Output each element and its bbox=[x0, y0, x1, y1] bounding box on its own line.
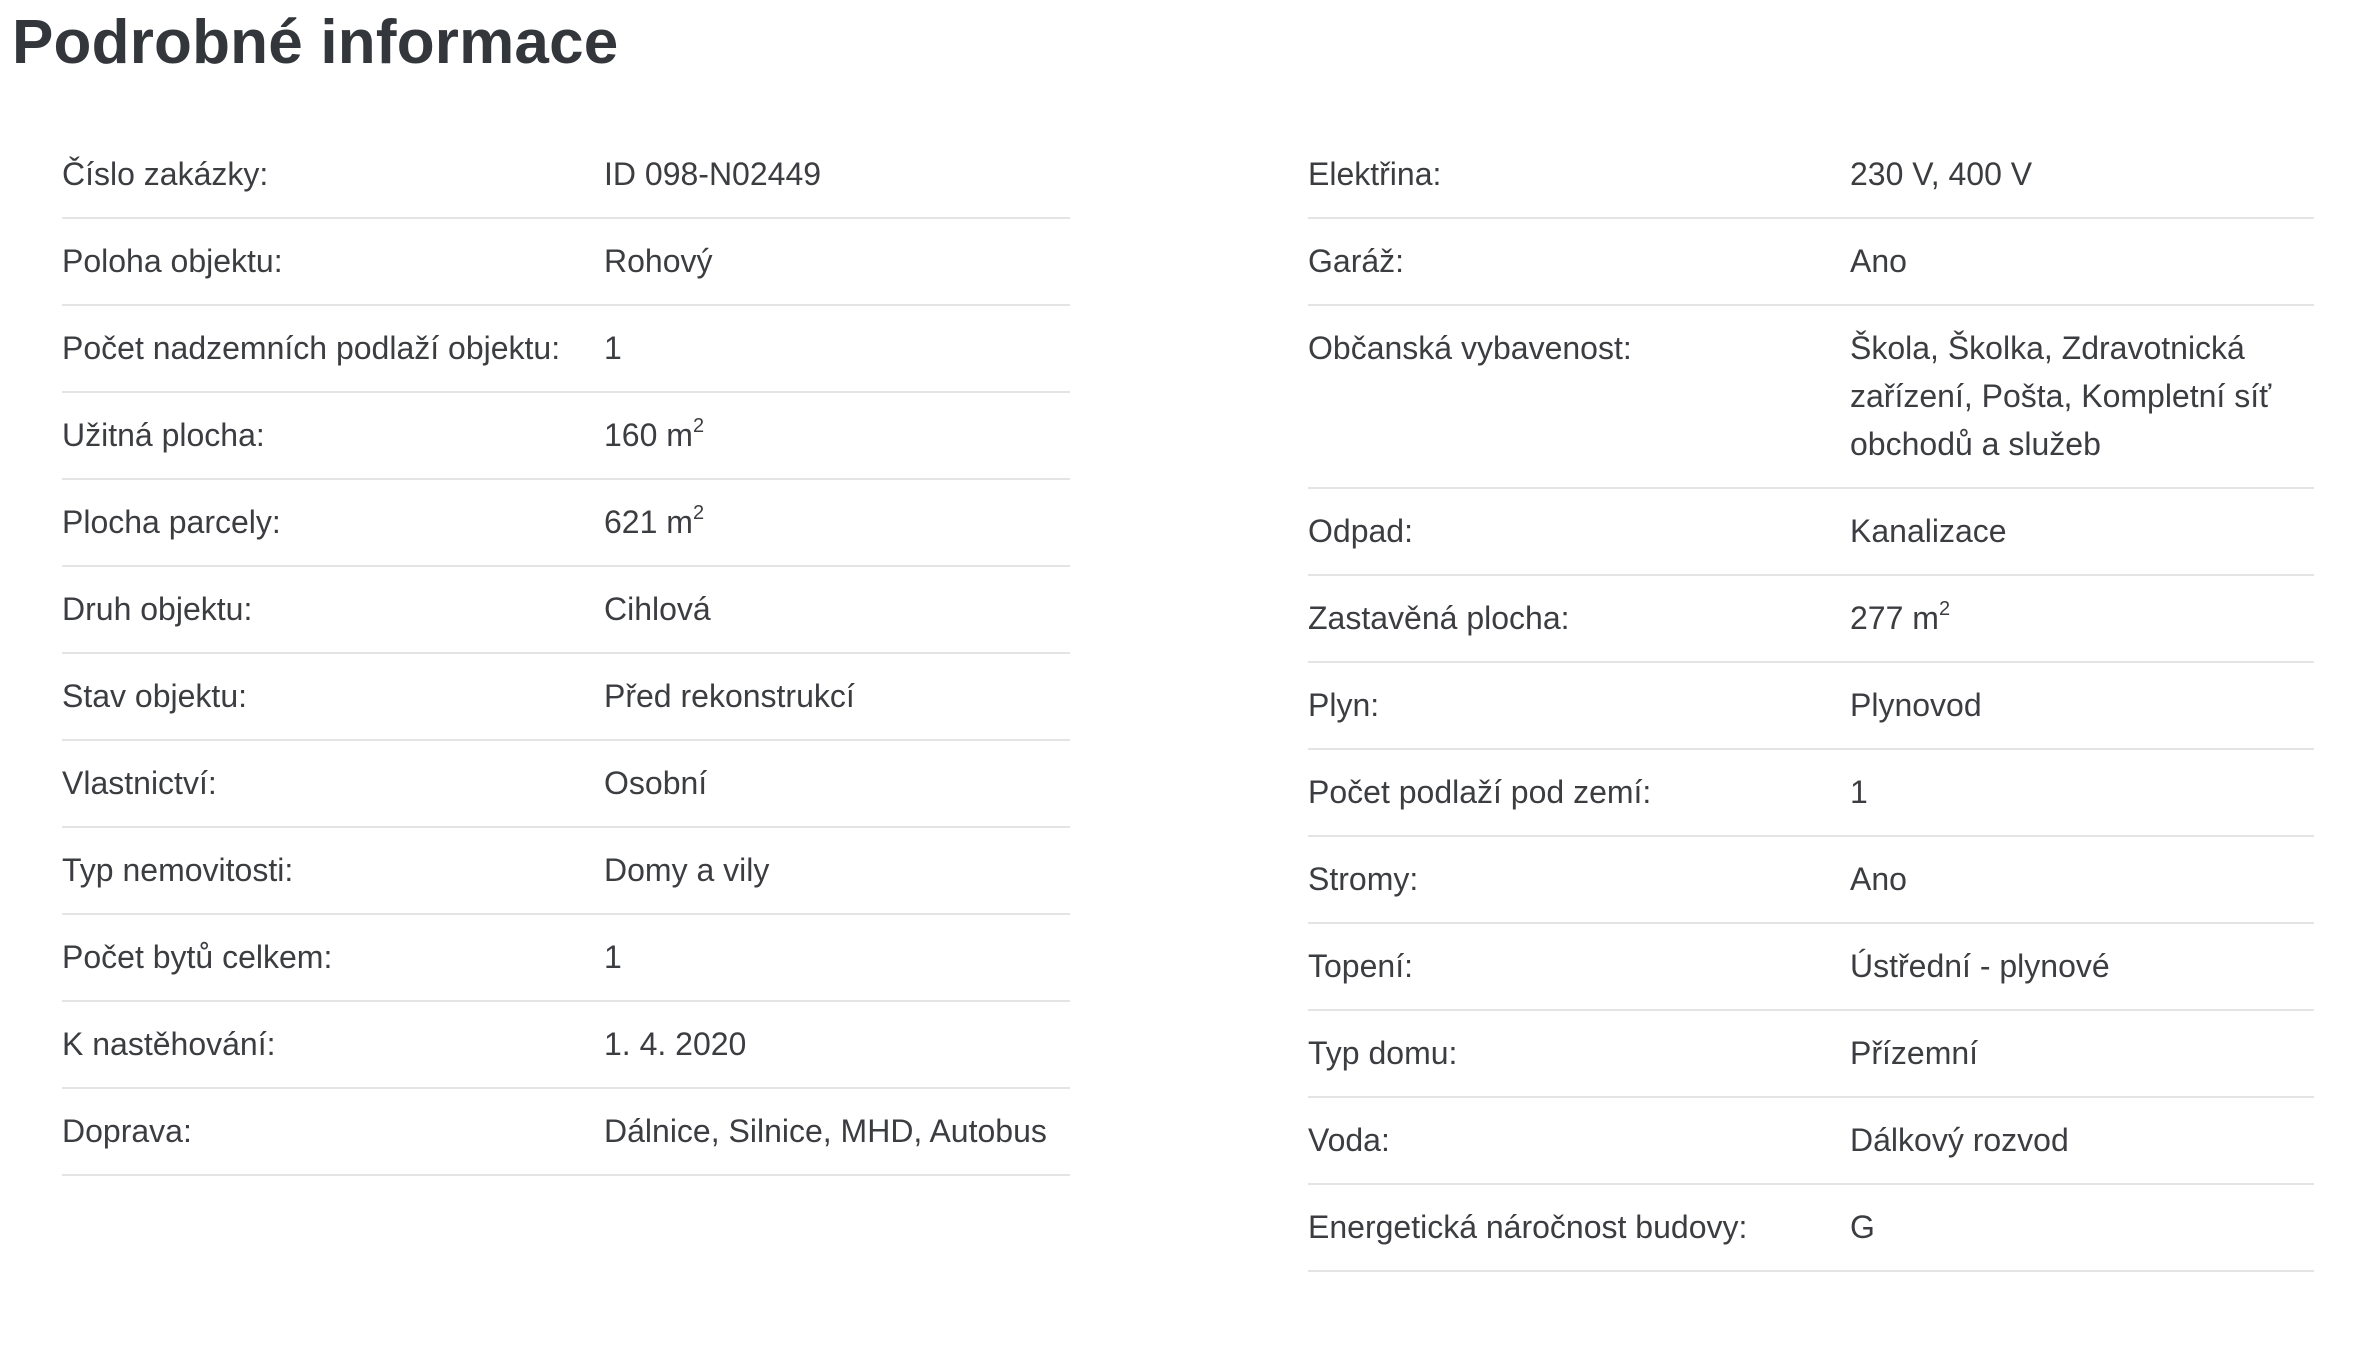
detail-label: Počet bytů celkem: bbox=[62, 939, 333, 975]
detail-label: Stav objektu: bbox=[62, 678, 247, 714]
detail-value: 1 bbox=[604, 330, 622, 366]
detail-row-object-type bbox=[62, 567, 1070, 654]
detail-value: Kanalizace bbox=[1850, 513, 2007, 549]
unit-superscript: 2 bbox=[692, 502, 705, 525]
detail-value: ID 098-N02449 bbox=[604, 156, 822, 192]
detail-label: Energetická náročnost budovy: bbox=[1308, 1209, 1748, 1245]
detail-label: Občanská vybavenost: bbox=[1308, 330, 1632, 366]
detail-label: Plyn: bbox=[1308, 687, 1380, 723]
detail-value: Plynovod bbox=[1850, 687, 1982, 723]
detail-label: Číslo zakázky: bbox=[62, 156, 269, 192]
detail-value bbox=[604, 411, 1070, 459]
detail-label: Počet nadzemních podlaží objektu: bbox=[62, 330, 561, 366]
detail-label: Garáž: bbox=[1308, 243, 1405, 279]
detail-row-move-in-date bbox=[62, 1002, 1070, 1089]
detail-row-order-number bbox=[62, 132, 1070, 219]
detail-label: Doprava: bbox=[62, 1113, 192, 1149]
page-title: Podrobné informace bbox=[12, 8, 619, 77]
detail-label: Voda: bbox=[1308, 1122, 1390, 1158]
detail-value: Ústřední - plynové bbox=[1850, 948, 2110, 984]
detail-value: 1 bbox=[604, 939, 622, 975]
detail-label: Zastavěná plocha: bbox=[1308, 600, 1570, 636]
detail-value: 1 bbox=[1850, 774, 1868, 810]
detail-row-usable-area bbox=[62, 393, 1070, 480]
detail-row-energy-rating bbox=[1308, 1185, 2314, 1272]
detail-value: 1. 4. 2020 bbox=[604, 1026, 747, 1062]
detail-value: Domy a vily bbox=[604, 852, 770, 888]
detail-value bbox=[1850, 594, 2314, 642]
detail-label: Typ domu: bbox=[1308, 1035, 1458, 1071]
detail-value: 230 V, 400 V bbox=[1850, 156, 2033, 192]
detail-row-object-position bbox=[62, 219, 1070, 306]
detail-value: Osobní bbox=[604, 765, 708, 801]
detail-label: Plocha parcely: bbox=[62, 504, 281, 540]
detail-value: Rohový bbox=[604, 243, 713, 279]
detail-label: Počet podlaží pod zemí: bbox=[1308, 774, 1652, 810]
detail-row-underground-floors bbox=[1308, 750, 2314, 837]
detail-row-transport bbox=[62, 1089, 1070, 1176]
detail-value-text: 621 m bbox=[604, 504, 693, 540]
detail-label: Vlastnictví: bbox=[62, 765, 217, 801]
detail-row-garage bbox=[1308, 219, 2314, 306]
detail-row-water bbox=[1308, 1098, 2314, 1185]
detail-row-heating bbox=[1308, 924, 2314, 1011]
unit-superscript: 2 bbox=[692, 415, 705, 438]
detail-row-house-type bbox=[1308, 1011, 2314, 1098]
detail-row-electricity bbox=[1308, 132, 2314, 219]
unit-superscript: 2 bbox=[1938, 598, 1951, 621]
detail-value: G bbox=[1850, 1209, 1875, 1245]
detail-value: Škola, Školka, Zdravotnická zařízení, Pošta, Kompletní síť obchodů a služeb bbox=[1850, 330, 2272, 462]
detail-value-text: 160 m bbox=[604, 417, 693, 453]
detail-label: Odpad: bbox=[1308, 513, 1413, 549]
details-column-left bbox=[62, 132, 1070, 1176]
detail-row-plot-area bbox=[62, 480, 1070, 567]
detail-row-flat-count bbox=[62, 915, 1070, 1002]
detail-value: Ano bbox=[1850, 243, 1907, 279]
detail-value-text: 277 m bbox=[1850, 600, 1939, 636]
detail-label: Typ nemovitosti: bbox=[62, 852, 294, 888]
detail-value: Přízemní bbox=[1850, 1035, 1979, 1071]
detail-value: Dálkový rozvod bbox=[1850, 1122, 2069, 1158]
detail-value bbox=[604, 498, 1070, 546]
detail-value: Dálnice, Silnice, MHD, Autobus bbox=[604, 1113, 1047, 1149]
detail-row-trees bbox=[1308, 837, 2314, 924]
detail-row-property-type bbox=[62, 828, 1070, 915]
detail-value: Ano bbox=[1850, 861, 1907, 897]
detail-row-above-ground-floors bbox=[62, 306, 1070, 393]
detail-label: Elektřina: bbox=[1308, 156, 1442, 192]
detail-value: Před rekonstrukcí bbox=[604, 678, 855, 714]
detail-value: Cihlová bbox=[604, 591, 711, 627]
detail-row-object-condition bbox=[62, 654, 1070, 741]
detail-row-ownership bbox=[62, 741, 1070, 828]
detail-label: Topení: bbox=[1308, 948, 1413, 984]
detail-row-waste bbox=[1308, 489, 2314, 576]
detail-label: K nastěhování: bbox=[62, 1026, 276, 1062]
detail-label: Druh objektu: bbox=[62, 591, 253, 627]
details-column-right bbox=[1308, 132, 2314, 1272]
detail-row-amenities bbox=[1308, 306, 2314, 489]
detail-label: Užitná plocha: bbox=[62, 417, 265, 453]
detail-row-built-up-area bbox=[1308, 576, 2314, 663]
detail-label: Stromy: bbox=[1308, 861, 1419, 897]
detail-row-gas bbox=[1308, 663, 2314, 750]
detail-label: Poloha objektu: bbox=[62, 243, 283, 279]
